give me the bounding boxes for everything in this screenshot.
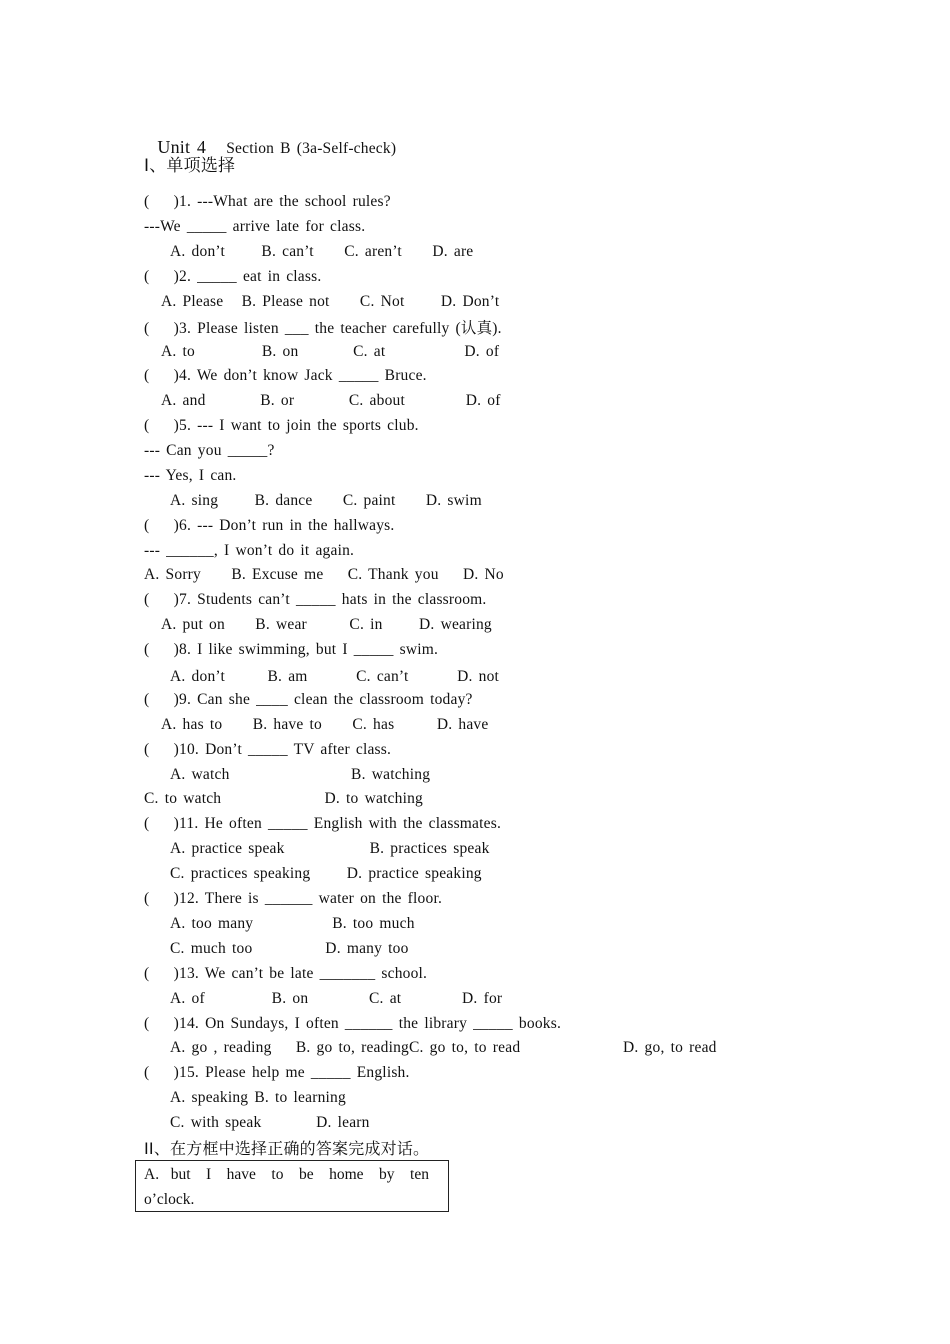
q5-stem: ( )5. --- I want to join the sports club. <box>144 417 419 434</box>
box-line-2: o’clock. <box>144 1191 195 1208</box>
q15-options-ab: A. speaking B. to learning <box>170 1089 346 1106</box>
q3-stem: ( )3. Please listen ___ the teacher carefully (认真). <box>144 320 502 337</box>
q10-options-cd: C. to watch D. to watching <box>144 790 423 807</box>
q9-stem: ( )9. Can she ____ clean the classroom today? <box>144 691 473 708</box>
q14-option-d: D. go, to read <box>623 1039 717 1056</box>
q12-options-cd: C. much too D. many too <box>170 940 409 957</box>
q9-options: A. has to B. have to C. has D. have <box>161 716 489 733</box>
unit-label: Unit 4 <box>157 137 207 157</box>
q11-options-cd: C. practices speaking D. practice speaking <box>170 865 482 882</box>
q1-line2: ---We _____ arrive late for class. <box>144 218 366 235</box>
q12-stem: ( )12. There is ______ water on the floor. <box>144 890 443 907</box>
q3-options: A. to B. on C. at D. of <box>161 343 500 360</box>
q4-stem: ( )4. We don’t know Jack _____ Bruce. <box>144 367 427 384</box>
q10-stem: ( )10. Don’t _____ TV after class. <box>144 741 392 758</box>
q13-stem: ( )13. We can’t be late _______ school. <box>144 965 428 982</box>
box-line-1: A. but I have to be home by ten <box>144 1166 429 1183</box>
q12-options-ab: A. too many B. too much <box>170 915 415 932</box>
q11-stem: ( )11. He often _____ English with the classmates. <box>144 815 502 832</box>
q2-options: A. Please B. Please not C. Not D. Don’t <box>161 293 500 310</box>
part2-heading: II、在方框中选择正确的答案完成对话。 <box>144 1139 430 1158</box>
q8-stem: ( )8. I like swimming, but I _____ swim. <box>144 641 439 658</box>
q7-stem: ( )7. Students can’t _____ hats in the classroom. <box>144 591 487 608</box>
page-title <box>144 117 396 159</box>
q5-options: A. sing B. dance C. paint D. swim <box>170 492 482 509</box>
q6-stem: ( )6. --- Don’t run in the hallways. <box>144 517 395 534</box>
q5-line3: --- Yes, I can. <box>144 467 237 484</box>
q11-options-ab: A. practice speak B. practices speak <box>170 840 490 857</box>
q14-options-abc: A. go , reading B. go to, readingC. go to, to read <box>170 1039 521 1056</box>
q13-options: A. of B. on C. at D. for <box>170 990 503 1007</box>
q6-line2: --- ______, I won’t do it again. <box>144 542 355 559</box>
q2-stem: ( )2. _____ eat in class. <box>144 268 322 285</box>
answer-box <box>135 1160 449 1212</box>
q5-line2: --- Can you _____? <box>144 442 275 459</box>
q6-options: A. Sorry B. Excuse me C. Thank you D. No <box>144 566 504 583</box>
q15-options-cd: C. with speak D. learn <box>170 1114 370 1131</box>
q4-options: A. and B. or C. about D. of <box>161 392 501 409</box>
q1-options: A. don’t B. can’t C. aren’t D. are <box>170 243 474 260</box>
q7-options: A. put on B. wear C. in D. wearing <box>161 616 492 633</box>
q14-stem: ( )14. On Sundays, I often ______ the library _____ books. <box>144 1015 562 1032</box>
part1-heading: I、单项选择 <box>144 156 236 176</box>
q1-stem: ( )1. ---What are the school rules? <box>144 193 391 210</box>
q10-options-ab: A. watch B. watching <box>170 766 431 783</box>
section-label: Section B (3a-Self-check) <box>226 140 397 157</box>
q8-options: A. don’t B. am C. can’t D. not <box>170 668 500 685</box>
q15-stem: ( )15. Please help me _____ English. <box>144 1064 410 1081</box>
